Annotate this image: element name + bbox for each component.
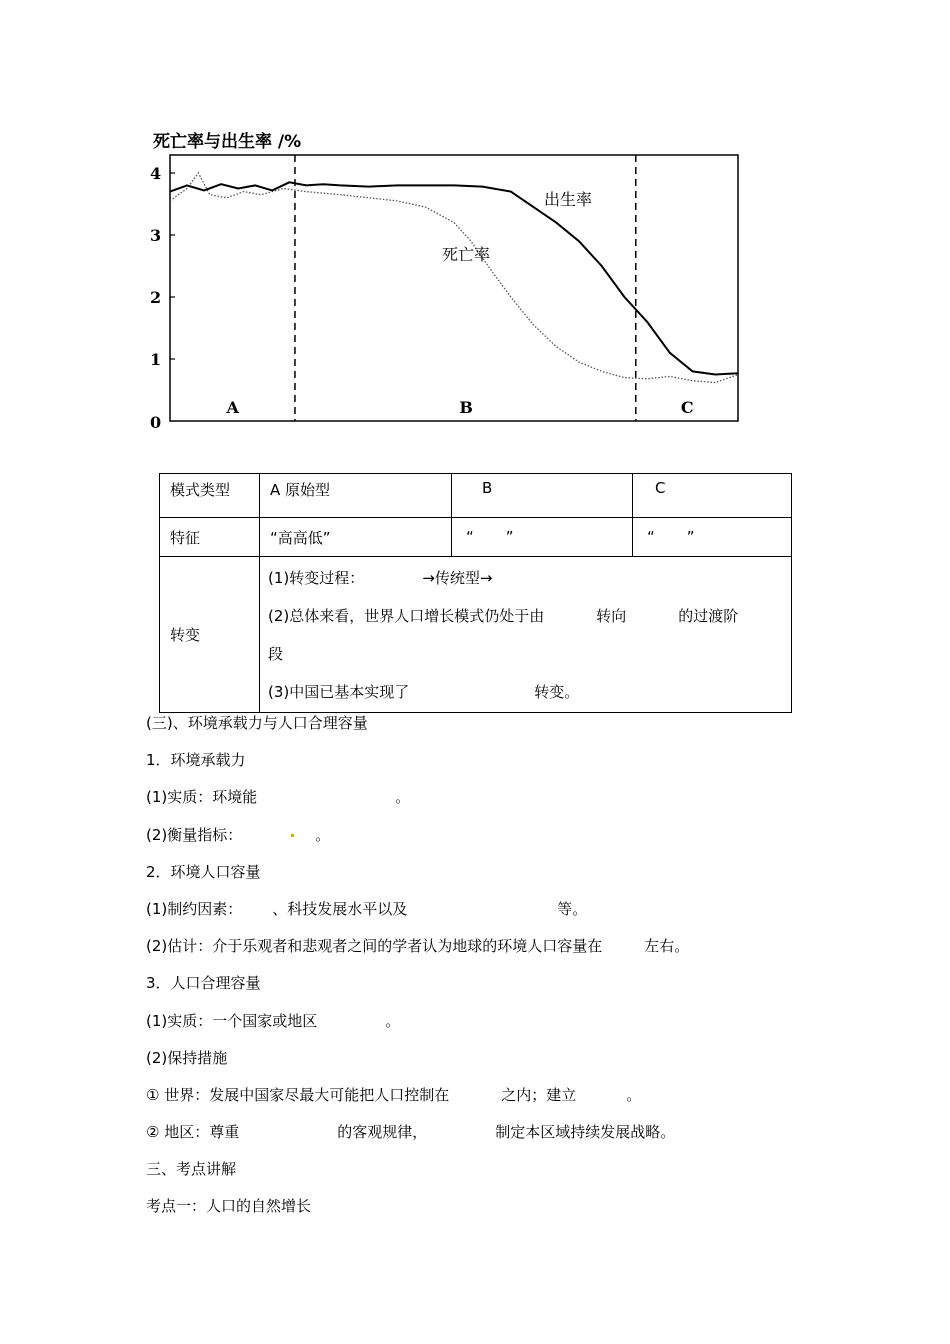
y-axis-ticks bbox=[150, 164, 175, 432]
text-line: ② 地区：尊重 的客观规律， 制定本区域持续发展战略。 bbox=[146, 1123, 676, 1141]
quote-open: “ bbox=[647, 528, 655, 546]
table-cell bbox=[452, 474, 633, 518]
y-tick-label: 4 bbox=[150, 164, 162, 183]
section-heading: (三)、环境承载力与人口合理容量 bbox=[146, 714, 368, 732]
stage-label-c: C bbox=[680, 398, 694, 417]
plot-frame bbox=[170, 155, 738, 421]
text-line: (2)估计：介于乐观者和悲观者之间的学者认为地球的环境人口容量在 左右。 bbox=[146, 937, 690, 955]
table-cell bbox=[633, 518, 792, 557]
table-cell: 特征 bbox=[160, 518, 260, 557]
text-line: (2)保持措施 bbox=[146, 1049, 228, 1067]
y-tick-label: 0 bbox=[150, 413, 162, 432]
y-tick-label: 1 bbox=[150, 350, 162, 369]
subheading: 3．人口合理容量 bbox=[146, 974, 261, 992]
text-line: (3)中国已基本实现了 转变。 bbox=[268, 682, 580, 701]
cell-text: B bbox=[482, 479, 493, 497]
table-cell bbox=[633, 474, 792, 518]
subheading: 1．环境承载力 bbox=[146, 751, 246, 769]
quote-open: “ bbox=[466, 528, 474, 546]
stage-label-b: B bbox=[459, 398, 473, 417]
table-cell bbox=[260, 557, 792, 713]
table-cell: “高高低” bbox=[260, 518, 452, 557]
mark-dot bbox=[291, 834, 294, 837]
quote-close: ” bbox=[505, 528, 514, 546]
text-line: 段 bbox=[268, 644, 284, 663]
quote-close: ” bbox=[686, 528, 695, 546]
table-row bbox=[160, 557, 792, 713]
y-axis-title: 死亡率与出生率 /% bbox=[153, 132, 302, 152]
text-line: (2)总体来看，世界人口增长模式仍处于由 转向 的过渡阶 bbox=[268, 606, 739, 625]
cell-text: C bbox=[655, 479, 666, 497]
series-line-birth-rate bbox=[170, 182, 738, 374]
text-line: (1)实质：环境能 。 bbox=[146, 788, 411, 806]
population-chart bbox=[0, 0, 950, 440]
text-line: ① 世界：发展中国家尽最大可能把人口控制在 之内；建立 。 bbox=[146, 1086, 642, 1104]
section-heading: 三、考点讲解 bbox=[146, 1160, 237, 1178]
subheading: 考点一：人口的自然增长 bbox=[146, 1197, 312, 1215]
population-mode-table bbox=[159, 473, 792, 713]
table-cell bbox=[452, 518, 633, 557]
series-label-death-rate: 死亡率 bbox=[442, 245, 491, 264]
text-line: (1)转变过程： →传统型→ bbox=[268, 568, 493, 587]
table-row bbox=[160, 474, 792, 518]
text-line: (1)实质：一个国家或地区 。 bbox=[146, 1012, 401, 1030]
y-tick-label: 2 bbox=[150, 288, 162, 307]
text-line: (2)衡量指标： 。 bbox=[146, 826, 331, 844]
stage-label-a: A bbox=[226, 398, 239, 417]
table-cell: A 原始型 bbox=[260, 474, 452, 518]
y-tick-label: 3 bbox=[150, 226, 162, 245]
subheading: 2．环境人口容量 bbox=[146, 863, 261, 881]
series-label-birth-rate: 出生率 bbox=[544, 190, 593, 209]
series-line-death-rate bbox=[170, 173, 738, 383]
table-row bbox=[160, 518, 792, 557]
text-line: (1)制约因素： 、科技发展水平以及 等。 bbox=[146, 900, 588, 918]
table-cell: 转变 bbox=[160, 557, 260, 713]
table-cell: 模式类型 bbox=[160, 474, 260, 518]
